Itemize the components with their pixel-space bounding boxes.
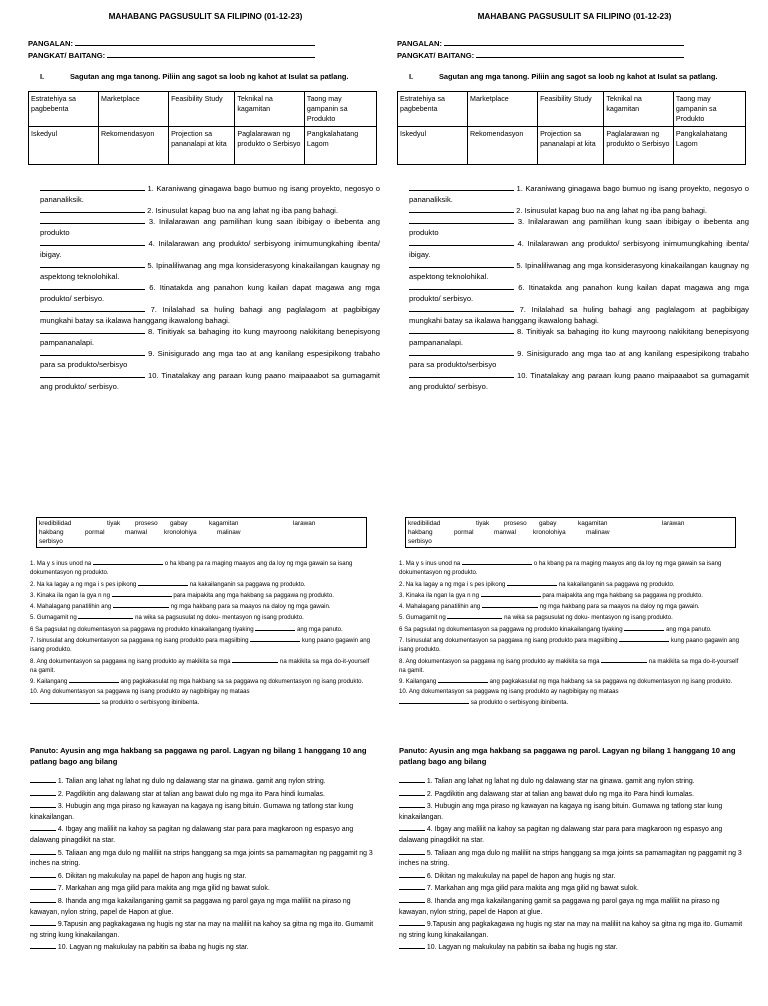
answer-blank[interactable]	[409, 238, 514, 246]
choice-cell: Marketplace	[468, 92, 538, 127]
part1-questions	[409, 183, 749, 392]
word-bank-box	[405, 517, 736, 548]
answer-blank[interactable]	[69, 675, 119, 683]
choice-cell: Iskedyul	[398, 127, 468, 165]
part1-questions	[40, 183, 380, 392]
part1-instruction: I. Sagutan ang mga tanong. Piliin ang sagot sa loob ng kahot at Isulat sa patlang.	[40, 72, 349, 81]
part3-steps	[399, 775, 744, 954]
step-item: 10. Lagyan ng makukulay na pabitin sa ibaba ng hugis ng star.	[399, 941, 744, 954]
quiz-title: MAHABANG PAGSUSULIT SA FILIPINO (01-12-23)	[477, 12, 672, 21]
answer-blank[interactable]	[619, 634, 669, 642]
identification-question: 5. Ipinaliliwanag ang mga konsiderasyong kinakailangan kaugnay ng aspektong teknolohikal.	[40, 261, 380, 281]
part2-fill-in-items	[30, 557, 370, 707]
fill-in-item: 2. Na ka lagay a ng mga i s pes ipikong na kakailanganin sa paggawa ng produkto.	[399, 578, 739, 589]
choice-cell: Taong may gampanin sa Produkto	[673, 92, 745, 127]
identification-question: 8. Tinitiyak sa bahaging ito kung mayroong nakikitang benepisyong pampananalapi.	[409, 327, 749, 347]
word-bank-item: malinaw	[586, 529, 610, 536]
step-item: 10. Lagyan ng makukulay na pabitin sa ibaba ng hugis ng star.	[30, 941, 375, 954]
fill-in-item: 9. Kailangang ang pagkakasulat ng mga hakbang sa sa paggawa ng dokumentasyon ng isang produkto.	[30, 675, 370, 686]
answer-blank[interactable]	[30, 788, 56, 796]
choice-cell: Teknikal na kagamitan	[604, 92, 674, 127]
step-item: 5. Taliaan ang mga dulo ng maliliit na strips hanggang sa mga joints sa pamamagitan ng paggamit ng 3 inches na string.	[399, 847, 744, 870]
fill-in-item: 2. Na ka lagay a ng mga i s pes ipikong na kakailanganin sa paggawa ng produkto.	[30, 578, 370, 589]
answer-blank[interactable]	[30, 800, 56, 808]
step-item: 2. Pagdikitin ang dalawang star at talian ang bawat dulo ng mga ito Para hindi kumalas.	[30, 788, 375, 801]
step-item: 1. Talian ang lahat ng lahat ng dulo ng dalawang star na ginawa. gamit ang nylon string.	[399, 775, 744, 788]
part2-fill-in-items	[399, 557, 739, 707]
answer-blank[interactable]	[399, 823, 425, 831]
answer-blank[interactable]	[409, 348, 514, 356]
word-bank-item: tiyak	[107, 520, 121, 527]
answer-blank[interactable]	[30, 941, 56, 949]
choice-cell: Paglalarawan ng produkto o Serbisyo	[235, 127, 305, 165]
fill-in-item: 6 Sa pagsulat ng dokumentasyon sa paggawa ng produkto kinakailangang tiyaking ang mga panuto.	[399, 623, 739, 634]
identification-question: 1. Karaniwang ginagawa bago bumuo ng isang proyekto, negosyo o pananaliksik.	[40, 184, 380, 204]
answer-blank[interactable]	[409, 205, 514, 213]
answer-blank[interactable]	[409, 326, 514, 334]
identification-question: 9. Sinisigurado ang mga tao at ang kanilang espesipikong trabaho para sa produkto/serbisyo	[40, 349, 380, 369]
identification-question: 4. Inilalarawan ang produkto/ serbisyong inimumungkahing ibenta/ ibigay.	[40, 239, 380, 259]
step-item: 8. Ihanda ang mga kakailanganing gamit sa paggawa ng parol gaya ng mga maliliit na piraso ng kawayan, nylon string, papel de Hapon at glue.	[30, 895, 375, 918]
name-field[interactable]: PANGALAN:	[28, 37, 315, 48]
step-item: 8. Ihanda ang mga kakailanganing gamit sa paggawa ng parol gaya ng mga maliliit na piraso ng kawayan, nylon string, papel de Hapon at glue.	[399, 895, 744, 918]
identification-question: 9. Sinisigurado ang mga tao at ang kanilang espesipikong trabaho para sa produkto/serbisyo	[409, 349, 749, 369]
fill-in-item: 6 Sa pagsulat ng dokumentasyon sa paggawa ng produkto kinakailangang tiyaking ang mga panuto.	[30, 623, 370, 634]
identification-question: 6. Itinatakda ang panahon kung kailan dapat magawa ang mga produkto/ serbisyo.	[40, 283, 380, 303]
word-bank-item: proseso	[135, 520, 158, 527]
answer-blank[interactable]	[40, 282, 145, 290]
step-item: 9.Tapusin ang pagkakagawa ng hugis ng star na may na maliliit na kahoy sa gitna ng mga ito. Gumamit ng string kung kinakailangan.	[399, 918, 744, 941]
step-item: 3. Hubugin ang mga piraso ng kawayan na kagaya ng isang bituin. Gumawa ng tatlong star kung kinakailangan.	[399, 800, 744, 823]
word-bank-item: larawan	[662, 520, 685, 527]
answer-blank[interactable]	[399, 895, 425, 903]
fill-in-item: 3. Kinaka ila ngan la gya n ng para maipakita ang mga hakbang sa paggawa ng produkto.	[30, 589, 370, 600]
answer-choices-table	[28, 91, 377, 165]
answer-blank[interactable]	[30, 870, 56, 878]
answer-blank[interactable]	[30, 895, 56, 903]
answer-blank[interactable]	[438, 675, 488, 683]
answer-blank[interactable]	[399, 800, 425, 808]
answer-blank[interactable]	[30, 882, 56, 890]
word-bank-item: serbisyo	[39, 538, 63, 545]
word-bank-item: kredibilidad	[408, 520, 441, 527]
choice-cell: Iskedyul	[29, 127, 99, 165]
grade-section-field[interactable]: PANGKAT/ BAITANG:	[28, 49, 315, 60]
word-bank-item: gabay	[539, 520, 557, 527]
answer-blank[interactable]	[399, 788, 425, 796]
fill-in-item: 1. Ma y s inus unod na o ha kbang pa ra maging maayos ang da loy ng mga gawain sa isang dokumentasyon ng produkto.	[30, 557, 370, 578]
answer-choices-table	[397, 91, 746, 165]
part3-steps	[30, 775, 375, 954]
step-item: 4. Ibgay ang maliliit na kahoy sa pagitan ng dalawang star para para magkaroon ng espasyo ang dalawang pinagdikit na star.	[399, 823, 744, 846]
identification-question: 7. Inilalahad sa huling bahagi ang paglalagom at pagbibigay mungkahi batay sa ikalawa hanggang ikawalong bahagi.	[40, 305, 380, 325]
word-bank-item: kagamitan	[578, 520, 608, 527]
word-bank-item: tiyak	[476, 520, 490, 527]
fill-in-item: 4. Mahalagang panatilihin ang ng mga hakbang para sa maayos na daloy ng mga gawain.	[399, 600, 739, 611]
answer-blank[interactable]	[409, 304, 514, 312]
answer-blank[interactable]	[409, 370, 514, 378]
choice-cell: Pangkalahatang Lagom	[304, 127, 376, 165]
answer-blank[interactable]	[40, 326, 145, 334]
fill-in-item: 3. Kinaka ila ngan la gya n ng para maipakita ang mga hakbang sa paggawa ng produkto.	[399, 589, 739, 600]
answer-blank[interactable]	[399, 847, 425, 855]
answer-blank[interactable]	[507, 578, 557, 586]
word-bank-item: kronolohiya	[164, 529, 197, 536]
choice-cell: Paglalarawan ng produkto o Serbisyo	[604, 127, 674, 165]
name-field[interactable]: PANGALAN:	[397, 37, 684, 48]
step-item: 6. Dikitan ng makukulay na papel de hapon ang hugis ng star.	[399, 870, 744, 883]
answer-blank[interactable]	[481, 589, 541, 597]
answer-blank[interactable]	[40, 370, 145, 378]
answer-blank[interactable]	[40, 205, 145, 213]
word-bank-item: kredibilidad	[39, 520, 72, 527]
answer-blank[interactable]	[78, 611, 133, 619]
answer-blank[interactable]	[30, 847, 56, 855]
quiz-title: MAHABANG PAGSUSULIT SA FILIPINO (01-12-23)	[108, 12, 303, 21]
fill-in-item: 9. Kailangang ang pagkakasulat ng mga hakbang sa sa paggawa ng dokumentasyon ng isang produkto.	[399, 675, 739, 686]
answer-blank[interactable]	[40, 216, 145, 224]
answer-blank[interactable]	[409, 260, 514, 268]
word-bank-item: manwal	[494, 529, 517, 536]
answer-blank[interactable]	[601, 655, 647, 663]
answer-blank[interactable]	[250, 634, 300, 642]
answer-blank[interactable]	[409, 183, 514, 191]
word-bank-item: serbisyo	[408, 538, 432, 545]
choice-cell: Estratehiya sa pagbebenta	[29, 92, 99, 127]
step-item: 4. Ibgay ang maliliit na kahoy sa pagitan ng dalawang star para para magkaroon ng espasyo ang dalawang pinagdikit na star.	[30, 823, 375, 846]
grade-section-field[interactable]: PANGKAT/ BAITANG:	[397, 49, 684, 60]
identification-question: 3. Inilalarawan ang pamilihan kung saan ibibigay o ibebenta ang produkto	[409, 217, 749, 237]
choice-cell: Feasibility Study	[169, 92, 235, 127]
step-item: 9.Tapusin ang pagkakagawa ng hugis ng star na may na maliliit na kahoy sa gitna ng mga ito. Gumamit ng string kung kinakailangan.	[30, 918, 375, 941]
fill-in-item: 7. Isinusulat ang dokumentasyon sa paggawa ng isang produkto para magsilbing kung paano gagawin ang isang produkto.	[30, 634, 370, 655]
identification-question: 8. Tinitiyak sa bahaging ito kung mayroong nakikitang benepisyong pampananalapi.	[40, 327, 380, 347]
word-bank-item: hakbang	[408, 529, 433, 536]
answer-blank[interactable]	[232, 655, 278, 663]
word-bank-item: hakbang	[39, 529, 64, 536]
step-item: 7. Markahan ang mga gilid para makita ang mga gilid ng bawat sulok.	[30, 882, 375, 895]
answer-blank[interactable]	[399, 696, 469, 704]
answer-blank[interactable]	[30, 775, 56, 783]
answer-blank[interactable]	[255, 623, 295, 631]
answer-blank[interactable]	[40, 260, 145, 268]
identification-question: 10. Tinatalakay ang paraan kung paano maipaaabot sa gumagamit ang produkto/ serbisyo.	[40, 371, 380, 391]
answer-blank[interactable]	[399, 775, 425, 783]
choice-cell: Rekomendasyon	[99, 127, 169, 165]
word-bank-item: pormal	[454, 529, 474, 536]
step-item: 2. Pagdikitin ang dalawang star at talian ang bawat dulo ng mga ito Para hindi kumalas.	[399, 788, 744, 801]
identification-question: 5. Ipinaliliwanag ang mga konsiderasyong kinakailangan kaugnay ng aspektong teknolohikal.	[409, 261, 749, 281]
step-item: 1. Talian ang lahat ng lahat ng dulo ng dalawang star na ginawa. gamit ang nylon string.	[30, 775, 375, 788]
word-bank-item: proseso	[504, 520, 527, 527]
choice-cell: Taong may gampanin sa Produkto	[304, 92, 376, 127]
choice-cell: Marketplace	[99, 92, 169, 127]
step-item: 3. Hubugin ang mga piraso ng kawayan na kagaya ng isang bituin. Gumawa ng tatlong star kung kinakailangan.	[30, 800, 375, 823]
answer-blank[interactable]	[40, 348, 145, 356]
word-bank-item: gabay	[170, 520, 188, 527]
identification-question: 4. Inilalarawan ang produkto/ serbisyong inimumungkahing ibenta/ ibigay.	[409, 239, 749, 259]
identification-question: 6. Itinatakda ang panahon kung kailan dapat magawa ang mga produkto/ serbisyo.	[409, 283, 749, 303]
answer-blank[interactable]	[462, 557, 532, 565]
answer-blank[interactable]	[138, 578, 188, 586]
fill-in-item: 1. Ma y s inus unod na o ha kbang pa ra maging maayos ang da loy ng mga gawain sa isang dokumentasyon ng produkto.	[399, 557, 739, 578]
answer-blank[interactable]	[30, 823, 56, 831]
word-bank-item: pormal	[85, 529, 105, 536]
part3-instruction: Panuto: Ayusin ang mga hakbang sa paggawa ng parol. Lagyan ng bilang 1 hanggang 10 ang patlang bago ang bilang	[30, 746, 367, 766]
step-item: 7. Markahan ang mga gilid para makita ang mga gilid ng bawat sulok.	[399, 882, 744, 895]
word-bank-item: kagamitan	[209, 520, 239, 527]
part1-instruction: I. Sagutan ang mga tanong. Piliin ang sagot sa loob ng kahot at Isulat sa patlang.	[409, 72, 718, 81]
fill-in-item: 5. Gumagamit ng na wika sa pagsusulat ng doku- mentasyon ng isang produkto.	[30, 611, 370, 622]
answer-blank[interactable]	[113, 600, 169, 608]
choice-cell: Rekomendasyon	[468, 127, 538, 165]
fill-in-item: 8. Ang dokumentasyon sa paggawa ng isang produkto ay makikita sa mga na makikita sa mga do-it-yourself na gamit.	[399, 655, 739, 676]
identification-question: 3. Inilalarawan ang pamilihan kung saan ibibigay o ibebenta ang produkto	[40, 217, 380, 237]
answer-blank[interactable]	[409, 216, 514, 224]
answer-blank[interactable]	[409, 282, 514, 290]
answer-blank[interactable]	[399, 870, 425, 878]
answer-blank[interactable]	[30, 918, 56, 926]
choice-cell: Pangkalahatang Lagom	[673, 127, 745, 165]
identification-question: 7. Inilalahad sa huling bahagi ang paglalagom at pagbibigay mungkahi batay sa ikalawa hanggang ikawalong bahagi.	[409, 305, 749, 325]
fill-in-item: 10. Ang dokumentasyon sa paggawa ng isang produkto ay nagbibigay ng mataas sa produkto o serbisyong ibinibenta.	[399, 687, 619, 706]
part3-instruction: Panuto: Ayusin ang mga hakbang sa paggawa ng parol. Lagyan ng bilang 1 hanggang 10 ang patlang bago ang bilang	[399, 746, 736, 766]
answer-blank[interactable]	[447, 611, 502, 619]
choice-cell: Projection sa pananalapi at kita	[538, 127, 604, 165]
answer-blank[interactable]	[482, 600, 538, 608]
choice-cell: Estratehiya sa pagbebenta	[398, 92, 468, 127]
fill-in-item: 4. Mahalagang panatilihin ang ng mga hakbang para sa maayos na daloy ng mga gawain.	[30, 600, 370, 611]
fill-in-item: 10. Ang dokumentasyon sa paggawa ng isang produkto ay nagbibigay ng mataas sa produkto o serbisyong ibinibenta.	[30, 687, 250, 706]
answer-blank[interactable]	[112, 589, 172, 597]
answer-blank[interactable]	[399, 918, 425, 926]
fill-in-item: 8. Ang dokumentasyon sa paggawa ng isang produkto ay makikita sa mga na makikita sa mga do-it-yourself na gamit.	[30, 655, 370, 676]
answer-blank[interactable]	[399, 941, 425, 949]
identification-question: 2. Isinusulat kapag buo na ang lahat ng iba pang bahagi.	[409, 205, 749, 216]
word-bank-item: manwal	[125, 529, 148, 536]
step-item: 6. Dikitan ng makukulay na papel de hapon ang hugis ng star.	[30, 870, 375, 883]
answer-blank[interactable]	[624, 623, 664, 631]
identification-question: 1. Karaniwang ginagawa bago bumuo ng isang proyekto, negosyo o pananaliksik.	[409, 184, 749, 204]
answer-blank[interactable]	[93, 557, 163, 565]
word-bank-item: kronolohiya	[533, 529, 566, 536]
answer-blank[interactable]	[40, 304, 145, 312]
fill-in-item: 7. Isinusulat ang dokumentasyon sa paggawa ng isang produkto para magsilbing kung paano gagawin ang isang produkto.	[399, 634, 739, 655]
step-item: 5. Taliaan ang mga dulo ng maliliit na strips hanggang sa mga joints sa pamamagitan ng paggamit ng 3 inches na string.	[30, 847, 375, 870]
answer-blank[interactable]	[40, 238, 145, 246]
answer-blank[interactable]	[40, 183, 145, 191]
answer-blank[interactable]	[399, 882, 425, 890]
choice-cell: Teknikal na kagamitan	[235, 92, 305, 127]
choice-cell: Feasibility Study	[538, 92, 604, 127]
identification-question: 10. Tinatalakay ang paraan kung paano maipaaabot sa gumagamit ang produkto/ serbisyo.	[409, 371, 749, 391]
word-bank-item: larawan	[293, 520, 316, 527]
word-bank-box	[36, 517, 367, 548]
identification-question: 2. Isinusulat kapag buo na ang lahat ng iba pang bahagi.	[40, 205, 380, 216]
word-bank-item: malinaw	[217, 529, 241, 536]
fill-in-item: 5. Gumagamit ng na wika sa pagsusulat ng doku- mentasyon ng isang produkto.	[399, 611, 739, 622]
choice-cell: Projection sa pananalapi at kita	[169, 127, 235, 165]
answer-blank[interactable]	[30, 696, 100, 704]
